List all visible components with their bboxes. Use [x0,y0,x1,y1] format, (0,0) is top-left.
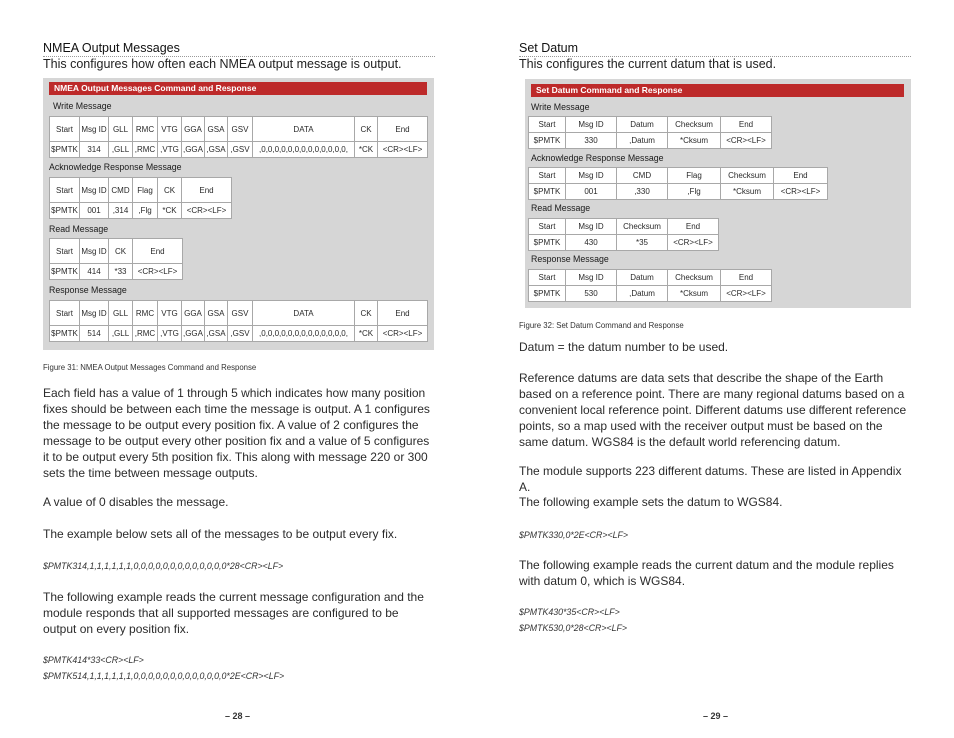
table-header-row [50,301,428,326]
section-title: NMEA Output Messages [43,41,180,55]
table-cell: ,330 [617,184,668,200]
table-header-cell: GGA [182,117,205,142]
table-header-row [50,239,183,264]
ack-message-table [528,167,828,200]
table-cell: ,RMC [133,142,158,158]
code-example: $PMTK530,0*28<CR><LF> [519,623,628,633]
table-cell: ,GLL [109,326,133,342]
table-header-cell: CK [355,117,378,142]
table-cell: $PMTK [529,235,566,251]
table-header-cell: Msg ID [566,270,617,286]
write-message-table [528,116,772,149]
response-message-table [49,300,428,342]
table-row [529,235,719,251]
table-header-row [50,117,428,142]
table-header-cell: Msg ID [566,168,617,184]
table-header-cell: Start [529,117,566,133]
table-header-cell: DATA [253,117,355,142]
table-row [50,264,183,280]
table-header-cell: Msg ID [566,117,617,133]
read-message-label: Read Message [531,203,591,213]
table-cell: ,VTG [158,142,182,158]
table-header-cell: GSV [228,301,253,326]
table-header-cell: End [721,117,772,133]
table-cell: ,314 [109,203,133,219]
paragraph: The following example sets the datum to WGS84. [519,495,783,509]
table-header-cell: Flag [133,178,158,203]
table-cell: ,GSV [228,326,253,342]
table-cell: <CR><LF> [133,264,183,280]
paragraph: Datum = the datum number to be used. [519,340,729,354]
table-header-cell: DATA [253,301,355,326]
table-cell: *CK [355,142,378,158]
section-subtitle: This configures how often each NMEA output message is output. [43,57,402,71]
table-header-cell: CMD [109,178,133,203]
write-message-table [49,116,428,158]
table-cell: 330 [566,133,617,149]
table-cell: *CK [158,203,182,219]
table-header-row [529,219,719,235]
table-header-cell: Msg ID [566,219,617,235]
paragraph: The following example reads the current message configuration and the module responds that all supported messages are configured to be output on every position fix. [43,590,424,636]
table-header-cell: CK [109,239,133,264]
table-header-cell: CMD [617,168,668,184]
table-row [529,133,772,149]
table-cell: ,Datum [617,133,668,149]
table-header-cell: GGA [182,301,205,326]
table-header-cell: Flag [668,168,721,184]
table-cell: $PMTK [529,133,566,149]
ack-message-label: Acknowledge Response Message [531,153,664,163]
page-number: – 28 – [225,711,251,721]
read-message-table [49,238,183,280]
write-message-label: Write Message [531,102,590,112]
table-header-cell: GSA [205,301,228,326]
table-header-cell: GSV [228,117,253,142]
table-header-cell: RMC [133,301,158,326]
table-cell: ,GSA [205,142,228,158]
table-cell: ,0,0,0,0,0,0,0,0,0,0,0,0,0, [253,142,355,158]
table-cell: ,Flg [133,203,158,219]
table-cell: <CR><LF> [721,133,772,149]
table-header-cell: Checksum [668,117,721,133]
write-message-label: Write Message [53,101,112,111]
table-header-cell: Start [50,301,80,326]
table-cell: <CR><LF> [668,235,719,251]
table-cell: ,RMC [133,326,158,342]
table-header-cell: End [774,168,828,184]
table-header-cell: End [721,270,772,286]
table-header-cell: End [668,219,719,235]
table-header-cell: Checksum [721,168,774,184]
table-header-cell: Msg ID [80,301,109,326]
table-cell: 414 [80,264,109,280]
table-row [50,326,428,342]
table-cell: *Cksum [668,133,721,149]
table-cell: 530 [566,286,617,302]
table-cell: $PMTK [50,326,80,342]
table-header-cell: GLL [109,117,133,142]
command-table-box [43,78,434,350]
table-header-cell: Msg ID [80,117,109,142]
ack-message-table [49,177,232,219]
table-cell: *33 [109,264,133,280]
section-title: Set Datum [519,41,579,55]
table-header-cell: Start [529,270,566,286]
code-example: $PMTK414*33<CR><LF> [43,655,144,665]
paragraph: The following example reads the current datum and the module replies with datum 0, which is WGS84. [519,558,894,588]
table-box-header: NMEA Output Messages Command and Response [49,82,427,95]
table-cell: ,Flg [668,184,721,200]
command-table-box [525,79,911,308]
response-message-label: Response Message [49,285,127,295]
table-row [50,142,428,158]
table-cell: *35 [617,235,668,251]
table-cell: *Cksum [721,184,774,200]
table-cell: ,VTG [158,326,182,342]
paragraph: The module supports 223 different datums. These are listed in Appendix A. [519,464,902,494]
table-header-row [50,178,232,203]
table-header-cell: Start [50,239,80,264]
page-number: – 29 – [703,711,729,721]
table-header-cell: VTG [158,301,182,326]
table-header-cell: End [378,301,428,326]
table-cell: $PMTK [529,184,566,200]
table-cell: <CR><LF> [721,286,772,302]
table-box-header: Set Datum Command and Response [531,84,904,97]
table-header-cell: Start [529,219,566,235]
code-example: $PMTK514,1,1,1,1,1,1,0,0,0,0,0,0,0,0,0,0,0,0,0*2E<CR><LF> [43,671,285,681]
table-cell: ,GSV [228,142,253,158]
table-cell: <CR><LF> [378,142,428,158]
table-header-cell: CK [355,301,378,326]
section-subtitle: This configures the current datum that is used. [519,57,777,71]
paragraph: Each field has a value of 1 through 5 which indicates how many position fixes should be between each time the message is output. A 1 configures the message to be output every position fix. A value of 2 configures the message to be output every other position fix and a value of 5 configures it to be output every 5th position fix. This along with message 220 or 300 sets the time between message outputs. [43,386,430,480]
table-cell: <CR><LF> [774,184,828,200]
table-cell: ,GGA [182,326,205,342]
code-example: $PMTK430*35<CR><LF> [519,607,620,617]
table-header-cell: Msg ID [80,178,109,203]
table-cell: 001 [80,203,109,219]
ack-message-label: Acknowledge Response Message [49,162,182,172]
table-cell: 430 [566,235,617,251]
table-header-cell: End [378,117,428,142]
table-header-row [529,270,772,286]
table-header-cell: Datum [617,270,668,286]
response-message-label: Response Message [531,254,609,264]
table-cell: 001 [566,184,617,200]
table-header-cell: End [133,239,183,264]
table-row [529,184,828,200]
table-header-cell: CK [158,178,182,203]
table-cell: *CK [355,326,378,342]
table-cell: ,GLL [109,142,133,158]
table-cell: <CR><LF> [182,203,232,219]
figure-caption: Figure 31: NMEA Output Messages Command and Response [43,363,257,372]
paragraph: A value of 0 disables the message. [43,495,229,509]
table-header-cell: VTG [158,117,182,142]
table-header-row [529,168,828,184]
table-cell: 514 [80,326,109,342]
table-header-cell: Datum [617,117,668,133]
table-cell: $PMTK [529,286,566,302]
code-example: $PMTK314,1,1,1,1,1,1,0,0,0,0,0,0,0,0,0,0,0,0,0*28<CR><LF> [43,561,284,571]
table-header-cell: Checksum [617,219,668,235]
table-row [529,286,772,302]
table-header-cell: Start [529,168,566,184]
paragraph: The example below sets all of the messages to be output every fix. [43,527,398,541]
figure-caption: Figure 32: Set Datum Command and Response [519,321,684,330]
table-header-row [529,117,772,133]
response-message-table [528,269,772,302]
code-example: $PMTK330,0*2E<CR><LF> [519,530,629,540]
read-message-label: Read Message [49,224,109,234]
table-cell: *Cksum [668,286,721,302]
read-message-table [528,218,719,251]
table-header-cell: RMC [133,117,158,142]
table-cell: ,Datum [617,286,668,302]
table-header-cell: Msg ID [80,239,109,264]
table-header-cell: Start [50,117,80,142]
table-header-cell: Start [50,178,80,203]
table-cell: $PMTK [50,264,80,280]
table-header-cell: GLL [109,301,133,326]
table-header-cell: GSA [205,117,228,142]
table-cell: $PMTK [50,142,80,158]
table-cell: 314 [80,142,109,158]
table-header-cell: Checksum [668,270,721,286]
table-cell: ,GSA [205,326,228,342]
table-header-cell: End [182,178,232,203]
table-cell: <CR><LF> [378,326,428,342]
paragraph: Reference datums are data sets that describe the shape of the Earth based on a reference point. There are many regional datums based on a convenient local reference point. Different datums use different reference points, so a map used with the receiver output must be based on the same datum. WGS84 is the default world referencing datum. [519,371,907,449]
table-cell: ,GGA [182,142,205,158]
table-row [50,203,232,219]
table-cell: $PMTK [50,203,80,219]
table-cell: ,0,0,0,0,0,0,0,0,0,0,0,0,0, [253,326,355,342]
